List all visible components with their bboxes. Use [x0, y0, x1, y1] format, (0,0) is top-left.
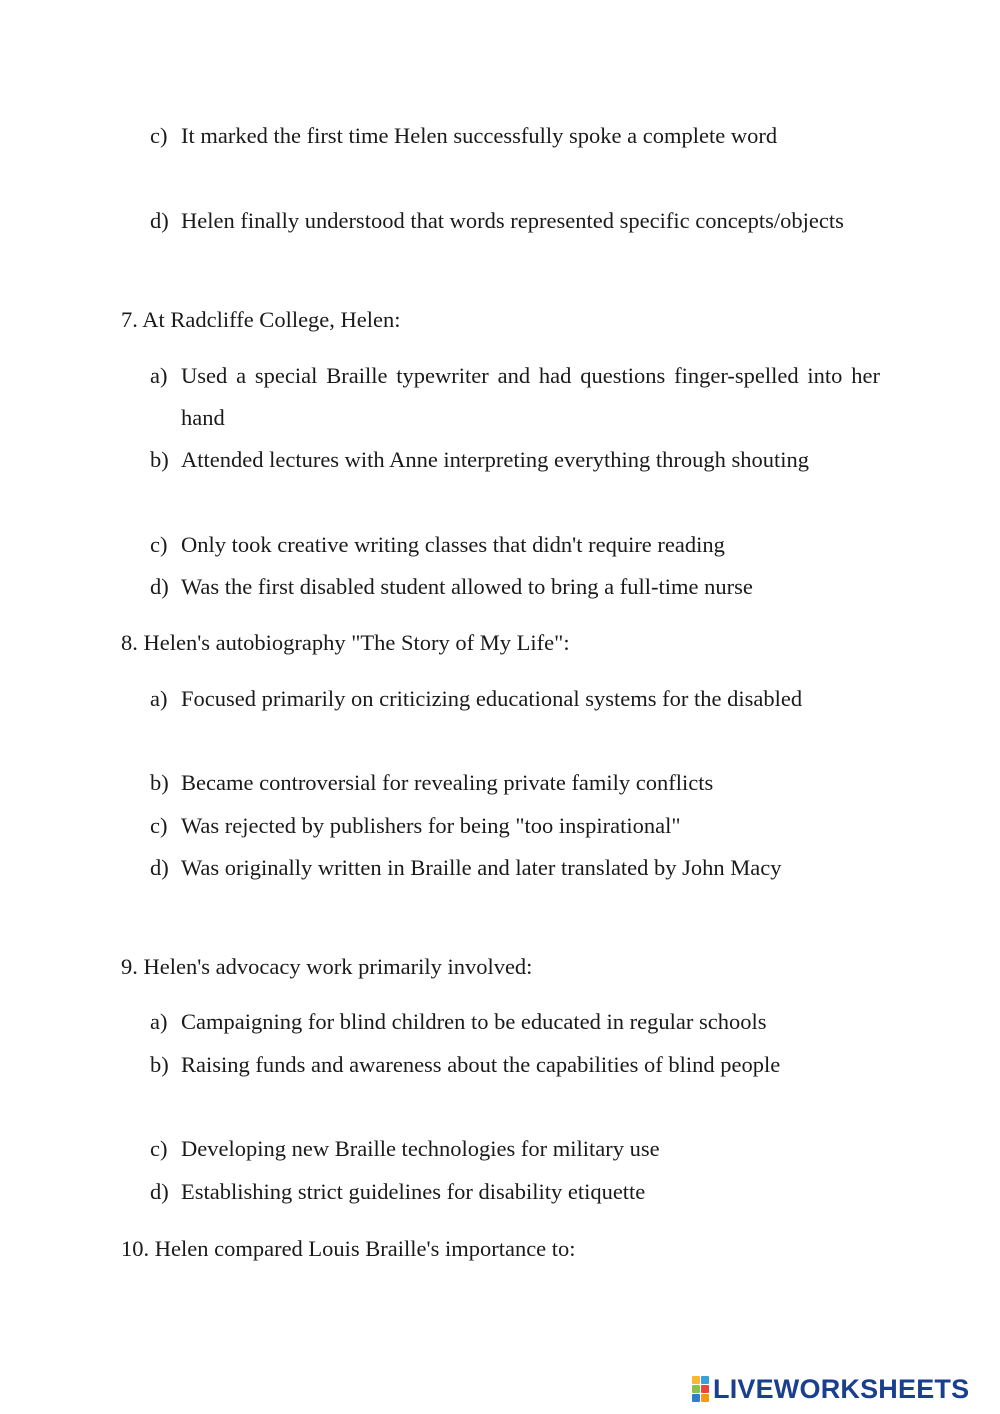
option-letter: a): [150, 686, 168, 711]
q9-option-a[interactable]: [150, 1001, 880, 1043]
logo-tile: [692, 1385, 700, 1393]
q7-option-b[interactable]: [150, 439, 880, 481]
q7-option-c[interactable]: [150, 524, 880, 566]
option-text: Campaigning for blind children to be educated in regular schools: [181, 1009, 767, 1034]
option-text: Raising funds and awareness about the capabilities of blind people: [181, 1052, 781, 1077]
q9-option-b[interactable]: [150, 1044, 880, 1086]
logo-tile: [692, 1376, 700, 1384]
option-text: Helen finally understood that words represented specific concepts/objects: [181, 208, 844, 233]
option-text: It marked the first time Helen successfully spoke a complete word: [181, 123, 778, 148]
question-10: 10. Helen compared Louis Braille's importance to:: [121, 1236, 576, 1261]
option-text: Was originally written in Braille and later translated by John Macy: [181, 855, 782, 880]
q7-option-d[interactable]: [150, 566, 880, 608]
option-text: Developing new Braille technologies for military use: [181, 1136, 660, 1161]
option-text: Was the first disabled student allowed to bring a full-time nurse: [181, 574, 753, 599]
option-letter: a): [150, 363, 168, 388]
option-letter: d): [150, 208, 169, 233]
q8-option-d[interactable]: [150, 847, 880, 889]
logo-tile: [701, 1376, 709, 1384]
liveworksheets-logo[interactable]: [692, 1372, 992, 1406]
option-text: Used a special Braille typewriter and had questions finger-spelled into her hand: [181, 363, 880, 430]
option-letter: c): [150, 813, 168, 838]
option-letter: b): [150, 1052, 169, 1077]
option-text: Was rejected by publishers for being "too inspirational": [181, 813, 681, 838]
q6-option-d[interactable]: [150, 200, 880, 242]
option-text: Establishing strict guidelines for disability etiquette: [181, 1179, 646, 1204]
question-7: 7. At Radcliffe College, Helen:: [121, 307, 401, 332]
option-text: Became controversial for revealing private family conflicts: [181, 770, 714, 795]
logo-tile: [701, 1394, 709, 1402]
option-letter: b): [150, 770, 169, 795]
option-letter: d): [150, 574, 169, 599]
question-8: 8. Helen's autobiography "The Story of My Life":: [121, 630, 570, 655]
q7-option-a[interactable]: [150, 355, 880, 439]
option-text: Attended lectures with Anne interpreting everything through shouting: [181, 447, 809, 472]
liveworksheets-logo-icon: [692, 1376, 710, 1402]
logo-tile: [692, 1394, 700, 1402]
q8-option-a[interactable]: [150, 678, 880, 720]
option-letter: c): [150, 123, 168, 148]
logo-text: LIVEWORKSHEETS: [713, 1374, 970, 1404]
option-letter: c): [150, 1136, 168, 1161]
q8-option-c[interactable]: [150, 805, 880, 847]
option-letter: d): [150, 855, 169, 880]
option-letter: c): [150, 532, 168, 557]
q9-option-d[interactable]: [150, 1171, 880, 1213]
logo-tile: [701, 1385, 709, 1393]
option-letter: d): [150, 1179, 169, 1204]
option-text: Focused primarily on criticizing educational systems for the disabled: [181, 686, 803, 711]
q9-option-c[interactable]: [150, 1128, 880, 1170]
question-9: 9. Helen's advocacy work primarily involved:: [121, 954, 533, 979]
option-letter: b): [150, 447, 169, 472]
option-text: Only took creative writing classes that didn't require reading: [181, 532, 725, 557]
option-letter: a): [150, 1009, 168, 1034]
q8-option-b[interactable]: [150, 762, 880, 804]
q6-option-c[interactable]: [150, 115, 880, 157]
